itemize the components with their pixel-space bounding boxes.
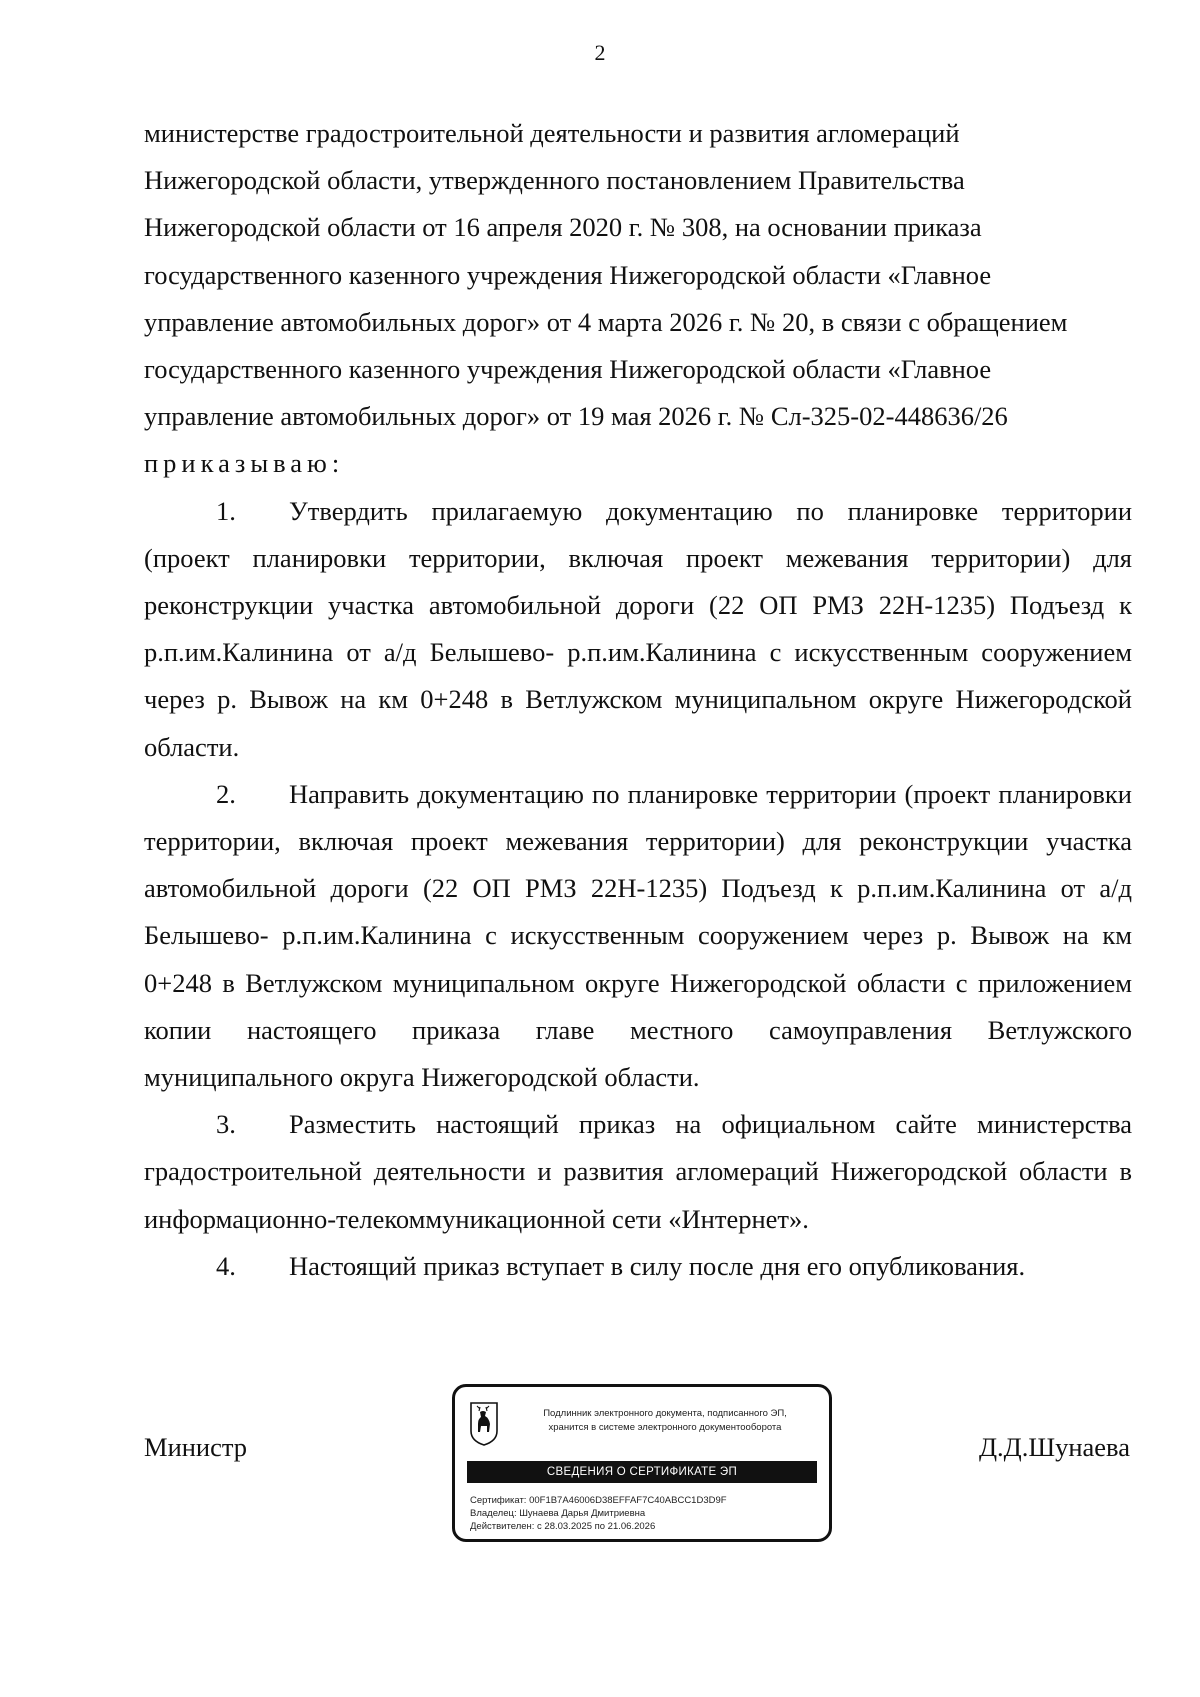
stamp-title: СВЕДЕНИЯ О СЕРТИФИКАТЕ ЭП [467,1461,817,1483]
item-number: 4. [216,1250,236,1281]
item-number: 2. [216,778,236,809]
signatory-position: Министр [144,1432,248,1462]
intro-line: управление автомобильных дорог» от 19 мая 2026 г. № Сл-325-02-448636/26 [144,401,1008,432]
order-item-4 [144,1243,1132,1290]
order-item-3 [144,1101,1132,1243]
item-text: Направить документацию по планировке территории (проект планировки территории, включая проект межевания территории) для реконструкции участка автомобильной дороги (22 ОП РМЗ 22Н-1235) Подъезд к р.п.им.Калинина от а/д Белышево- р.п.им.Калинина с искусственным сооружением через р. Вывож на км 0+248 в Ветлужском муниципальном округе Нижегородской области с приложением копии настоящего приказа главе местного самоуправления Ветлужского муниципального округа Нижегородской области. [144,778,1132,1093]
stamp-details [470,1494,820,1533]
page-number: 2 [594,40,606,65]
intro-line: Нижегородской области, утвержденного постановлением Правительства [144,165,965,196]
certificate-number: Сертификат: 00F1B7A46006D38EFFAF7C40ABCC1D3D9F [470,1495,727,1506]
document-body [144,110,1132,1290]
deer-coat-of-arms-icon [469,1401,499,1447]
intro-line: Нижегородской области от 16 апреля 2020 г. № 308, на основании приказа [144,212,982,243]
item-text: Разместить настоящий приказ на официальном сайте министерства градостроительной деятельности и развития агломераций Нижегородской области в информационно-телекоммуникационной сети «Интернет». [144,1109,1132,1234]
signatory-name: Д.Д.Шунаева [978,1432,1130,1462]
intro-line: государственного казенного учреждения Нижегородской области «Главное [144,354,992,385]
item-text: Утвердить прилагаемую документацию по планировке территории (проект планировки территории, включая проект межевания территории) для реконструкции участка автомобильной дороги (22 ОП РМЗ 22Н-1235) Подъезд к р.п.им.Калинина от а/д Белышево- р.п.им.Калинина с искусственным сооружением через р. Вывож на км 0+248 в Ветлужском муниципальном округе Нижегородской области. [144,495,1132,762]
intro-line: управление автомобильных дорог» от 4 марта 2026 г. № 20, в связи с обращением [144,306,1068,337]
stamp-header [515,1407,815,1435]
intro-line: министерстве градостроительной деятельности и развития агломераций [144,118,960,148]
order-word: приказываю: [144,448,345,479]
certificate-validity: Действителен: с 28.03.2025 по 21.06.2026 [470,1521,656,1532]
stamp-header-line: Подлинник электронного документа, подписанного ЭП, [543,1408,787,1419]
stamp-header-line: хранится в системе электронного документооборота [548,1422,782,1433]
order-item-2 [144,771,1132,1101]
item-number: 3. [216,1109,236,1140]
intro-line: государственного казенного учреждения Нижегородской области «Главное [144,259,992,290]
item-number: 1. [216,495,236,526]
electronic-signature-stamp [452,1384,832,1542]
order-item-1 [144,488,1132,771]
certificate-owner: Владелец: Шунаева Дарья Дмитриевна [470,1508,646,1519]
item-text: Настоящий приказ вступает в силу после дня его опубликования. [289,1250,1026,1281]
